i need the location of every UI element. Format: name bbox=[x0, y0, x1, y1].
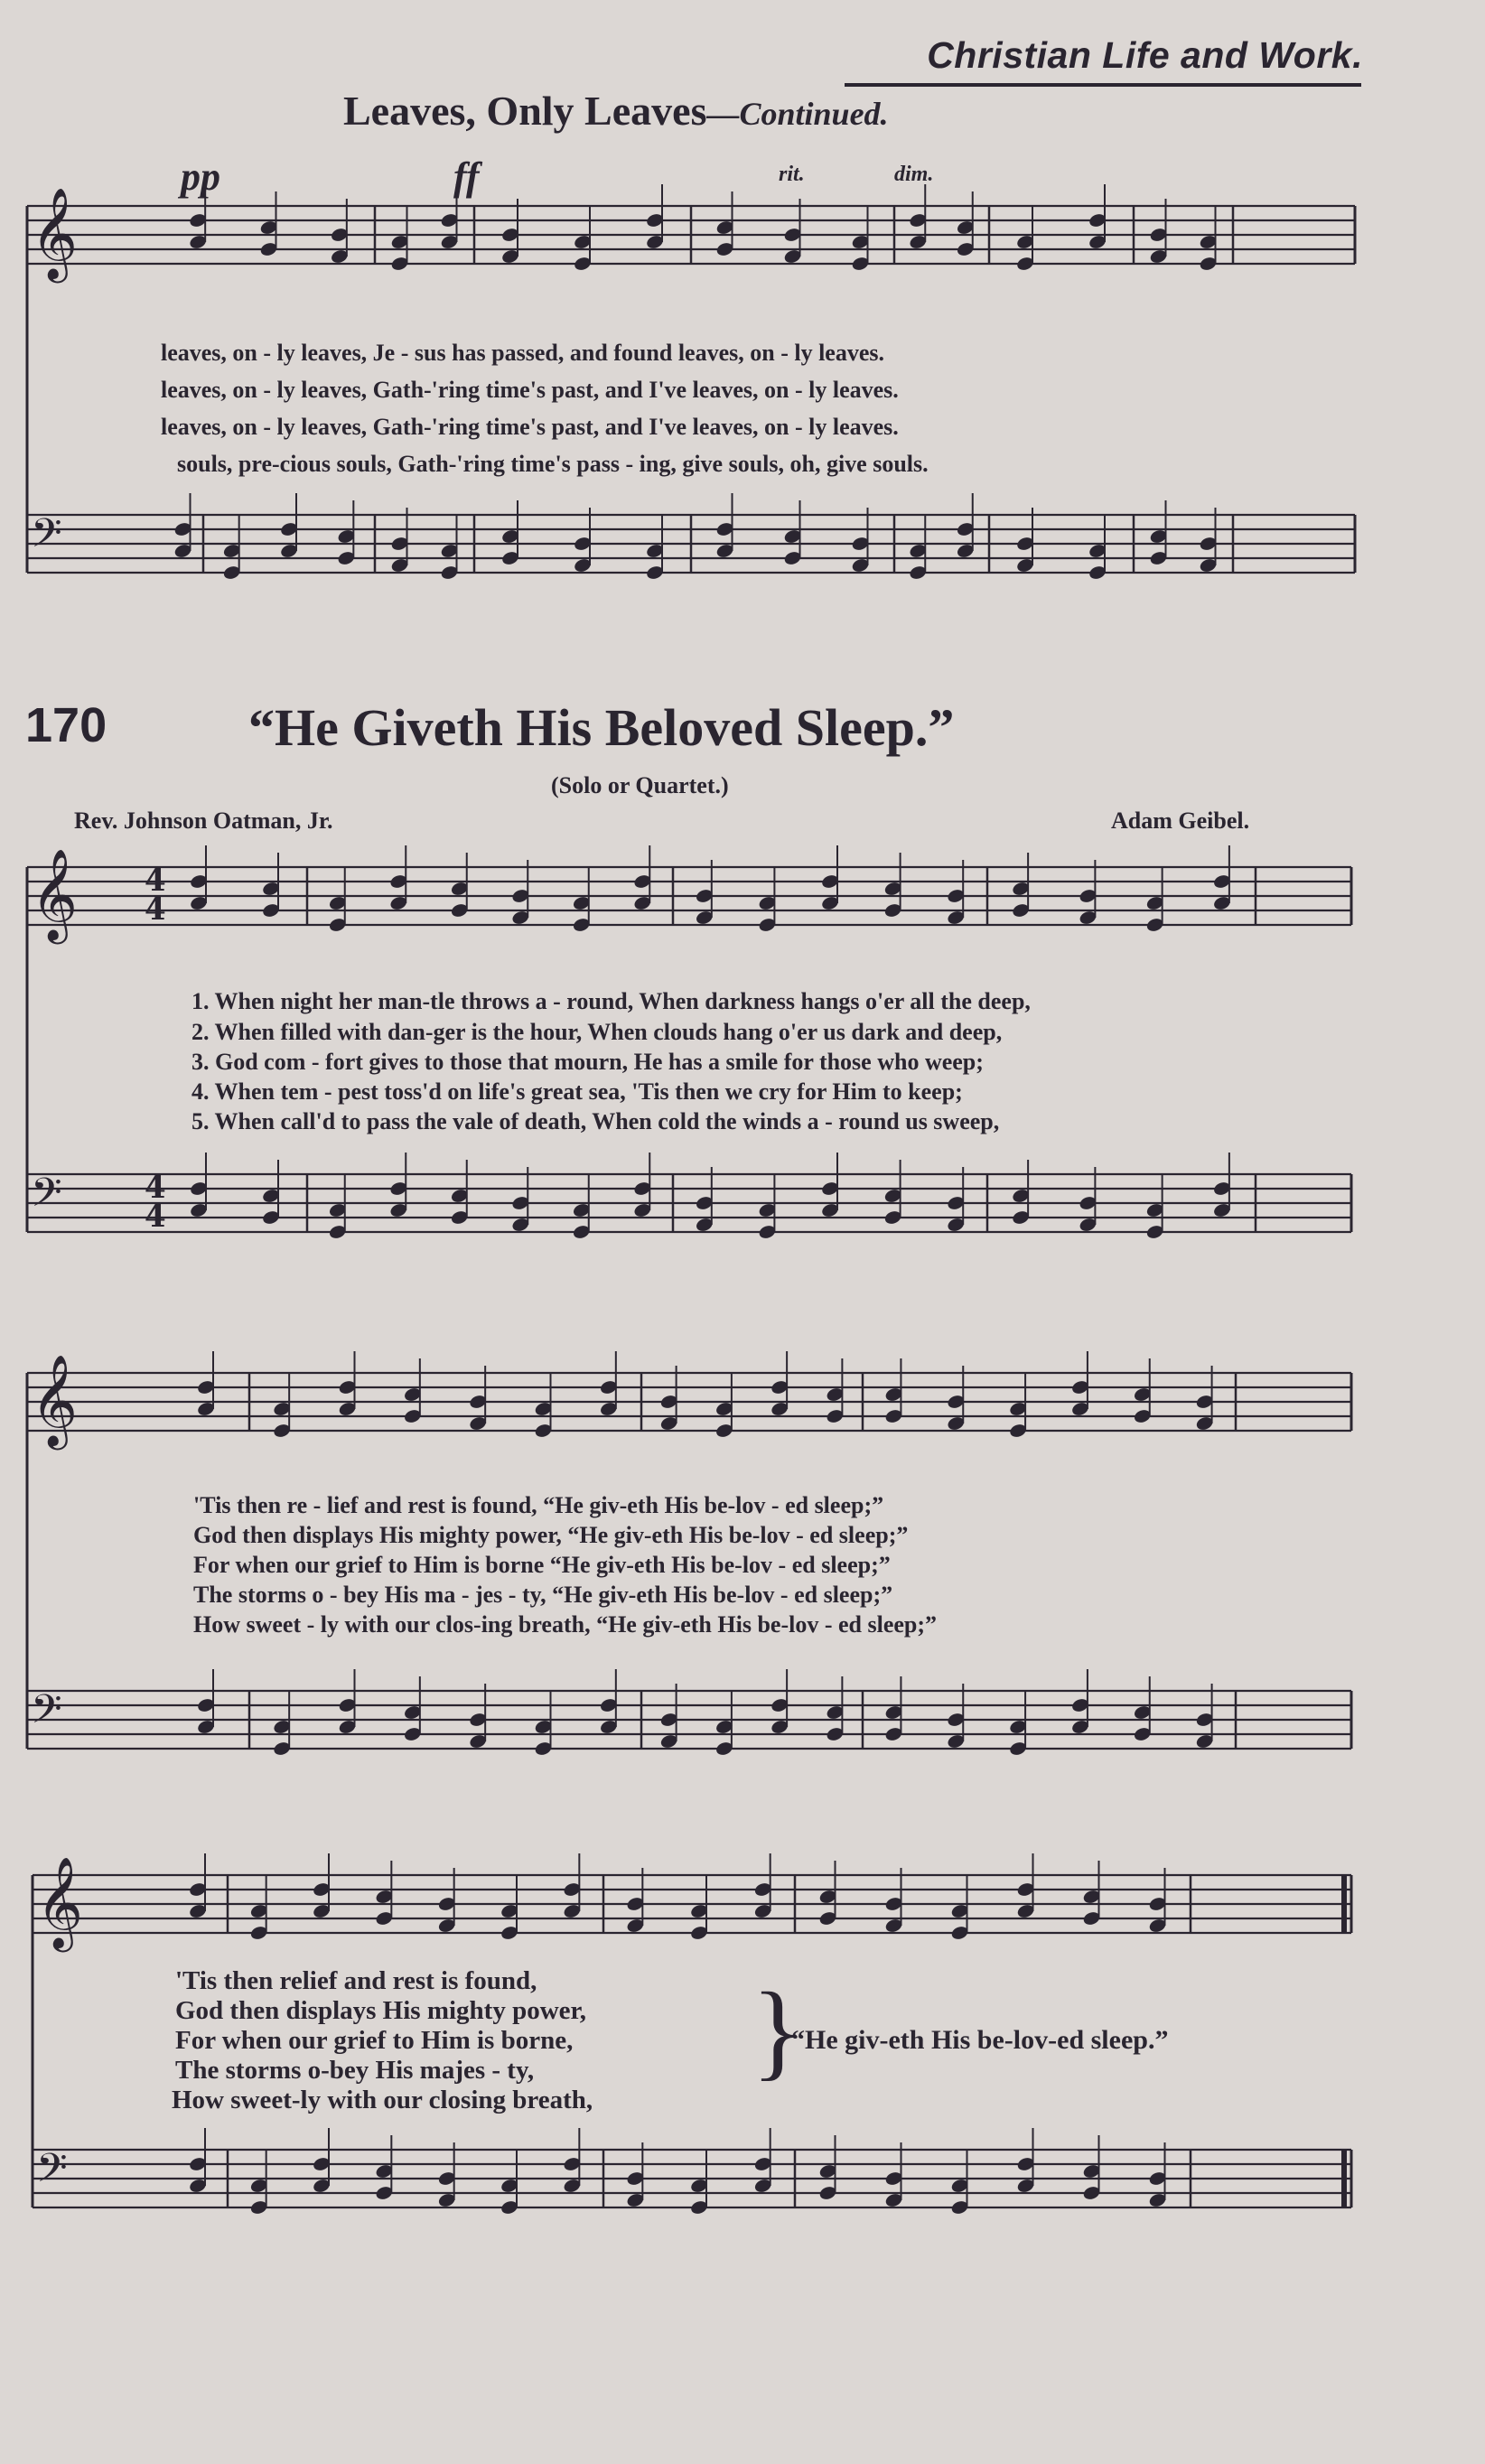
final-line-2: God then displays His mighty power, bbox=[175, 1996, 586, 2025]
time-signature: 4 bbox=[145, 863, 166, 899]
dynamic-rit: rit. bbox=[779, 163, 805, 186]
hymn-subtitle: (Solo or Quartet.) bbox=[551, 772, 729, 798]
verse-line-4: 4. When tem - pest toss'd on life's great sea, 'Tis then we cry for Him to keep; bbox=[191, 1078, 963, 1105]
refrain-line-5: How sweet - ly with our clos-ing breath, “He giv-eth His be-lov - ed sleep;” bbox=[193, 1611, 938, 1638]
refrain-line-2: God then displays His mighty power, “He giv-eth His be-lov - ed sleep;” bbox=[193, 1522, 909, 1548]
verse-line-5: 5. When call'd to pass the vale of death, When cold the winds a - round us sweep, bbox=[191, 1108, 1000, 1134]
refrain-brace: } bbox=[752, 1970, 804, 2090]
treble-clef: 𝄞 bbox=[31, 1353, 79, 1446]
time-signature: 4 bbox=[145, 1170, 166, 1206]
treble-clef: 𝄞 bbox=[36, 1855, 84, 1948]
time-signature: 4 bbox=[145, 1199, 166, 1235]
time-signature: 4 bbox=[145, 891, 166, 928]
lyricist-credit: Rev. Johnson Oatman, Jr. bbox=[74, 807, 333, 834]
dynamic-dim: dim. bbox=[894, 163, 934, 186]
prev-hymn-title-text: Leaves, Only Leaves bbox=[343, 88, 707, 134]
final-line-5: How sweet-ly with our closing breath, bbox=[172, 2086, 593, 2114]
section-header: Christian Life and Work. bbox=[927, 34, 1363, 76]
bass-clef: 𝄢 bbox=[31, 1169, 62, 1226]
hymn-title: “He Giveth His Beloved Sleep.” bbox=[248, 698, 955, 757]
refrain-line-1: 'Tis then re - lief and rest is found, “He giv-eth His be-lov - ed sleep;” bbox=[193, 1492, 884, 1518]
final-line-4: The storms o-bey His majes - ty, bbox=[175, 2056, 535, 2085]
final-line-3: For when our grief to Him is borne, bbox=[175, 2026, 574, 2055]
dynamic-ff: ff bbox=[453, 154, 480, 199]
prev-lyric-line-1: leaves, on - ly leaves, Je - sus has passed, and found leaves, on - ly leaves. bbox=[161, 340, 884, 366]
hymn-number: 170 bbox=[25, 698, 107, 752]
final-refrain: “He giv-eth His be-lov-ed sleep.” bbox=[791, 2025, 1169, 2055]
bass-clef: 𝄢 bbox=[31, 1685, 62, 1742]
prev-lyric-line-3: leaves, on - ly leaves, Gath-'ring time's past, and I've leaves, on - ly leaves. bbox=[161, 414, 899, 440]
prev-lyric-line-2: leaves, on - ly leaves, Gath-'ring time's past, and I've leaves, on - ly leaves. bbox=[161, 377, 899, 403]
bass-clef: 𝄢 bbox=[36, 2144, 68, 2201]
composer-credit: Adam Geibel. bbox=[1111, 807, 1250, 834]
verse-line-1: 1. When night her man-tle throws a - round, When darkness hangs o'er all the deep, bbox=[191, 988, 1031, 1014]
treble-clef: 𝄞 bbox=[31, 847, 79, 940]
bass-clef: 𝄢 bbox=[31, 509, 62, 566]
verse-line-2: 2. When filled with dan-ger is the hour, When clouds hang o'er us dark and deep, bbox=[191, 1019, 1003, 1045]
final-line-1: 'Tis then relief and rest is found, bbox=[175, 1966, 537, 1995]
refrain-line-3: For when our grief to Him is borne “He giv-eth His be-lov - ed sleep;” bbox=[193, 1552, 891, 1578]
dynamic-pp: pp bbox=[181, 154, 220, 199]
prev-hymn-continued: —Continued. bbox=[706, 96, 889, 132]
treble-clef: 𝄞 bbox=[31, 186, 79, 279]
verse-line-3: 3. God com - fort gives to those that mourn, He has a smile for those who weep; bbox=[191, 1049, 984, 1075]
prev-lyric-line-4: souls, pre-cious souls, Gath-'ring time's pass - ing, give souls, oh, give souls. bbox=[177, 451, 929, 477]
refrain-line-4: The storms o - bey His ma - jes - ty, “He giv-eth His be-lov - ed sleep;” bbox=[193, 1582, 893, 1608]
